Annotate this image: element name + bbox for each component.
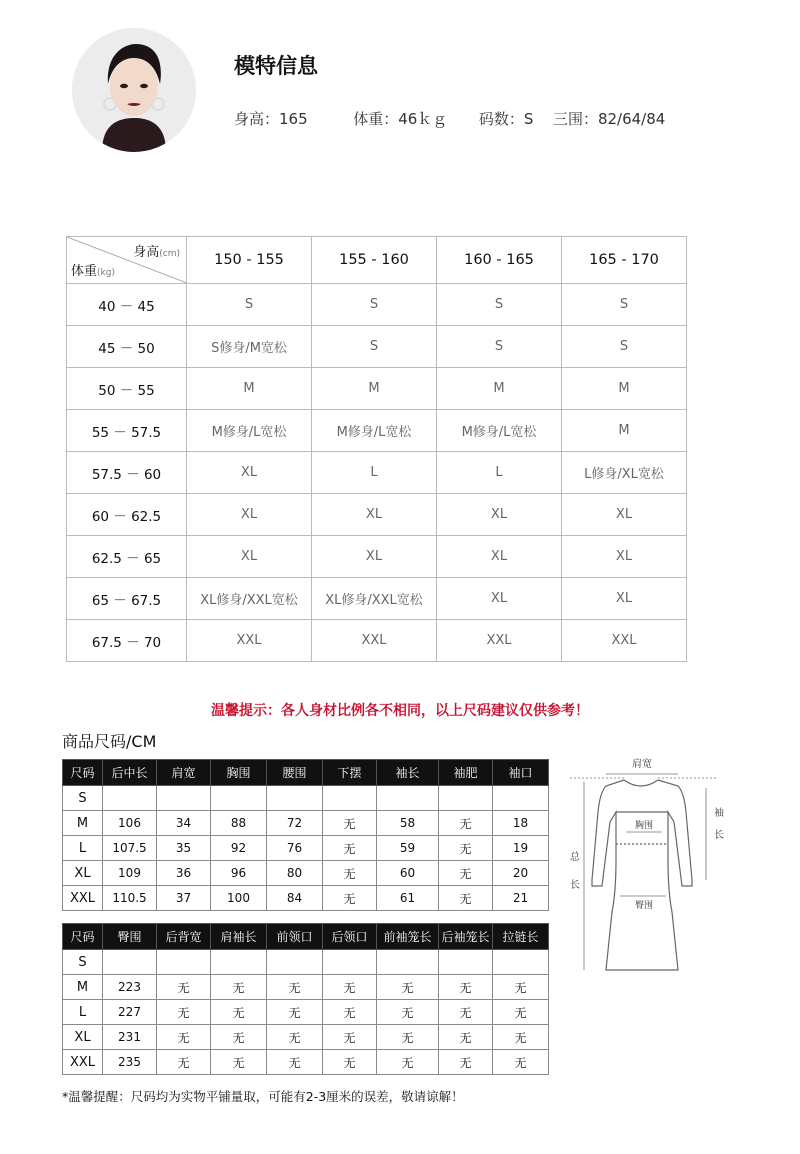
size-cell: L bbox=[312, 452, 437, 494]
weight-range: 50 － 55 bbox=[67, 368, 187, 410]
size-label: L bbox=[63, 836, 103, 861]
cell: 无 bbox=[377, 1000, 439, 1025]
cell: 无 bbox=[267, 1000, 323, 1025]
size-cell: XXL bbox=[562, 620, 687, 662]
table-header-row bbox=[63, 760, 549, 786]
height-range: 150 - 155 bbox=[187, 237, 312, 284]
cell: 227 bbox=[103, 1000, 157, 1025]
weight-range: 60 － 62.5 bbox=[67, 494, 187, 536]
cell: 34 bbox=[157, 811, 211, 836]
height-range: 165 - 170 bbox=[562, 237, 687, 284]
cell: 无 bbox=[493, 1000, 549, 1025]
size-cell: XL修身/XXL宽松 bbox=[312, 578, 437, 620]
cell: 92 bbox=[211, 836, 267, 861]
cell: 无 bbox=[323, 886, 377, 911]
model-weight: 体重：46ｋｇ bbox=[353, 110, 448, 128]
cell: 223 bbox=[103, 975, 157, 1000]
cell: 84 bbox=[267, 886, 323, 911]
model-stats bbox=[234, 108, 665, 129]
cell: 无 bbox=[439, 1050, 493, 1075]
cell: 72 bbox=[267, 811, 323, 836]
model-measurements: 三围：82/64/84 bbox=[552, 110, 666, 128]
cell: 88 bbox=[211, 811, 267, 836]
header-cell: 腰围 bbox=[267, 760, 323, 786]
cell: 无 bbox=[323, 1000, 377, 1025]
size-cell: M修身/L宽松 bbox=[437, 410, 562, 452]
weight-range: 65 － 67.5 bbox=[67, 578, 187, 620]
size-label: XXL bbox=[63, 1050, 103, 1075]
size-recommendation-table bbox=[66, 236, 687, 662]
cell: 无 bbox=[377, 975, 439, 1000]
size-cell: XL bbox=[437, 536, 562, 578]
cell: 37 bbox=[157, 886, 211, 911]
header-cell: 后袖笼长 bbox=[439, 924, 493, 950]
dress-outline bbox=[592, 780, 692, 970]
size-cell: M bbox=[562, 368, 687, 410]
cell: 20 bbox=[493, 861, 549, 886]
cell: 80 bbox=[267, 861, 323, 886]
cell: 无 bbox=[211, 1050, 267, 1075]
cell: 100 bbox=[211, 886, 267, 911]
cell: 19 bbox=[493, 836, 549, 861]
size-cell: XL bbox=[312, 536, 437, 578]
size-warning: 温馨提示：各人身材比例各不相同，以上尺码建议仅供参考！ bbox=[211, 703, 589, 719]
cell: 无 bbox=[157, 1025, 211, 1050]
size-cell: S修身/M宽松 bbox=[187, 326, 312, 368]
cell: 无 bbox=[323, 811, 377, 836]
cell: 无 bbox=[267, 1050, 323, 1075]
table-row bbox=[63, 861, 549, 886]
size-cell: L修身/XL宽松 bbox=[562, 452, 687, 494]
cell: 无 bbox=[157, 1000, 211, 1025]
size-label: L bbox=[63, 1000, 103, 1025]
sleeve-label-2: 长 bbox=[714, 830, 724, 841]
model-height: 身高：165 bbox=[234, 110, 308, 128]
size-cell: S bbox=[437, 284, 562, 326]
table-row bbox=[63, 811, 549, 836]
table-row bbox=[67, 578, 687, 620]
table-row bbox=[63, 786, 549, 811]
size-label: XXL bbox=[63, 886, 103, 911]
total-length-label-2: 长 bbox=[570, 880, 580, 891]
size-cell: S bbox=[312, 326, 437, 368]
cell: 无 bbox=[377, 1050, 439, 1075]
cell bbox=[493, 950, 549, 975]
cell: 无 bbox=[439, 1025, 493, 1050]
cell bbox=[377, 950, 439, 975]
product-size-title: 商品尺码/CM bbox=[62, 732, 157, 751]
size-cell: M修身/L宽松 bbox=[187, 410, 312, 452]
header-cell: 拉链长 bbox=[493, 924, 549, 950]
cell: 无 bbox=[323, 1025, 377, 1050]
cell bbox=[267, 786, 323, 811]
table-row bbox=[63, 1050, 549, 1075]
cell: 无 bbox=[493, 1050, 549, 1075]
table-row bbox=[63, 1025, 549, 1050]
size-cell: XXL bbox=[437, 620, 562, 662]
table-row bbox=[67, 410, 687, 452]
size-label: S bbox=[63, 786, 103, 811]
table-corner-cell bbox=[67, 237, 187, 284]
cell: 107.5 bbox=[103, 836, 157, 861]
cell bbox=[323, 786, 377, 811]
header-cell: 袖口 bbox=[493, 760, 549, 786]
corner-weight-label: 体重(kg) bbox=[71, 264, 115, 279]
cell bbox=[211, 786, 267, 811]
cell: 无 bbox=[157, 1050, 211, 1075]
cell bbox=[103, 950, 157, 975]
measurement-table-1 bbox=[62, 759, 549, 911]
header-cell: 袖长 bbox=[377, 760, 439, 786]
total-length-label-1: 总 bbox=[570, 852, 580, 863]
cell bbox=[493, 786, 549, 811]
cell bbox=[157, 786, 211, 811]
header-cell: 下摆 bbox=[323, 760, 377, 786]
cell: 无 bbox=[493, 1025, 549, 1050]
header-cell: 尺码 bbox=[63, 924, 103, 950]
size-cell: XXL bbox=[312, 620, 437, 662]
header-cell: 前领口 bbox=[267, 924, 323, 950]
size-cell: XL bbox=[562, 536, 687, 578]
size-cell: M bbox=[187, 368, 312, 410]
table-row bbox=[63, 975, 549, 1000]
cell bbox=[267, 950, 323, 975]
sleeve-label-1: 袖 bbox=[714, 808, 724, 819]
header-cell: 臀围 bbox=[103, 924, 157, 950]
size-label: S bbox=[63, 950, 103, 975]
cell: 无 bbox=[439, 811, 493, 836]
corner-height-label: 身高(cm) bbox=[133, 245, 180, 260]
size-cell: S bbox=[562, 326, 687, 368]
size-label: M bbox=[63, 975, 103, 1000]
cell bbox=[103, 786, 157, 811]
cell: 58 bbox=[377, 811, 439, 836]
cell: 无 bbox=[267, 1025, 323, 1050]
measurement-table-2 bbox=[62, 923, 549, 1075]
table-row bbox=[67, 284, 687, 326]
cell: 无 bbox=[267, 975, 323, 1000]
cell: 59 bbox=[377, 836, 439, 861]
cell: 无 bbox=[493, 975, 549, 1000]
size-cell: XL bbox=[437, 578, 562, 620]
size-cell: M bbox=[312, 368, 437, 410]
cell bbox=[323, 950, 377, 975]
cell: 60 bbox=[377, 861, 439, 886]
height-range: 155 - 160 bbox=[312, 237, 437, 284]
weight-range: 67.5 － 70 bbox=[67, 620, 187, 662]
cell: 231 bbox=[103, 1025, 157, 1050]
cell bbox=[439, 786, 493, 811]
cell: 无 bbox=[323, 1050, 377, 1075]
cell: 无 bbox=[439, 975, 493, 1000]
cell bbox=[157, 950, 211, 975]
size-cell: XL bbox=[187, 452, 312, 494]
hip-label: 臀围 bbox=[634, 901, 654, 911]
table-row bbox=[63, 1000, 549, 1025]
header-cell: 后背宽 bbox=[157, 924, 211, 950]
cell: 无 bbox=[439, 1000, 493, 1025]
chest-label: 胸围 bbox=[634, 821, 654, 831]
size-cell: M bbox=[562, 410, 687, 452]
size-cell: XL bbox=[437, 494, 562, 536]
model-avatar bbox=[72, 28, 196, 152]
cell: 无 bbox=[157, 975, 211, 1000]
size-cell: XXL bbox=[187, 620, 312, 662]
cell: 无 bbox=[377, 1025, 439, 1050]
size-cell: XL bbox=[187, 536, 312, 578]
size-cell: S bbox=[187, 284, 312, 326]
size-cell: M bbox=[437, 368, 562, 410]
table-header-row bbox=[67, 237, 687, 284]
cell: 96 bbox=[211, 861, 267, 886]
cell: 无 bbox=[323, 861, 377, 886]
header-cell: 尺码 bbox=[63, 760, 103, 786]
size-label: XL bbox=[63, 861, 103, 886]
size-cell: L bbox=[437, 452, 562, 494]
cell: 无 bbox=[439, 886, 493, 911]
cell: 235 bbox=[103, 1050, 157, 1075]
size-cell: XL修身/XXL宽松 bbox=[187, 578, 312, 620]
size-cell: XL bbox=[562, 494, 687, 536]
height-range: 160 - 165 bbox=[437, 237, 562, 284]
weight-range: 55 － 57.5 bbox=[67, 410, 187, 452]
table-row bbox=[67, 494, 687, 536]
cell: 106 bbox=[103, 811, 157, 836]
weight-range: 40 － 45 bbox=[67, 284, 187, 326]
shoulder-label: 肩宽 bbox=[632, 759, 652, 770]
cell: 无 bbox=[211, 1000, 267, 1025]
header-cell: 后中长 bbox=[103, 760, 157, 786]
size-cell: XL bbox=[312, 494, 437, 536]
cell: 35 bbox=[157, 836, 211, 861]
table-row bbox=[63, 886, 549, 911]
table-header-row bbox=[63, 924, 549, 950]
size-cell: XL bbox=[187, 494, 312, 536]
table-row bbox=[67, 452, 687, 494]
dress-measurement-diagram bbox=[566, 752, 746, 982]
size-cell: S bbox=[312, 284, 437, 326]
header-cell: 肩袖长 bbox=[211, 924, 267, 950]
header-cell: 肩宽 bbox=[157, 760, 211, 786]
weight-range: 45 － 50 bbox=[67, 326, 187, 368]
measure-lines bbox=[570, 774, 716, 970]
table-row bbox=[63, 950, 549, 975]
cell: 无 bbox=[211, 1025, 267, 1050]
size-cell: S bbox=[437, 326, 562, 368]
cell: 无 bbox=[323, 836, 377, 861]
header-cell: 后领口 bbox=[323, 924, 377, 950]
measurement-footnote: *温馨提醒：尺码均为实物平铺量取，可能有2-3厘米的误差，敬请谅解！ bbox=[62, 1089, 464, 1104]
cell: 36 bbox=[157, 861, 211, 886]
cell: 无 bbox=[439, 836, 493, 861]
size-label: M bbox=[63, 811, 103, 836]
header-cell: 袖肥 bbox=[439, 760, 493, 786]
header-cell: 前袖笼长 bbox=[377, 924, 439, 950]
cell: 110.5 bbox=[103, 886, 157, 911]
cell bbox=[439, 950, 493, 975]
size-cell: M修身/L宽松 bbox=[312, 410, 437, 452]
cell bbox=[377, 786, 439, 811]
cell: 61 bbox=[377, 886, 439, 911]
size-label: XL bbox=[63, 1025, 103, 1050]
model-info-title: 模特信息 bbox=[234, 54, 318, 78]
cell: 无 bbox=[211, 975, 267, 1000]
model-portrait-icon bbox=[72, 28, 196, 152]
size-cell: XL bbox=[562, 578, 687, 620]
cell: 18 bbox=[493, 811, 549, 836]
weight-range: 57.5 － 60 bbox=[67, 452, 187, 494]
table-row bbox=[67, 620, 687, 662]
cell: 109 bbox=[103, 861, 157, 886]
cell: 76 bbox=[267, 836, 323, 861]
cell bbox=[211, 950, 267, 975]
table-row bbox=[63, 836, 549, 861]
size-cell: S bbox=[562, 284, 687, 326]
cell: 无 bbox=[323, 975, 377, 1000]
cell: 21 bbox=[493, 886, 549, 911]
table-row bbox=[67, 536, 687, 578]
header-cell: 胸围 bbox=[211, 760, 267, 786]
weight-range: 62.5 － 65 bbox=[67, 536, 187, 578]
table-row bbox=[67, 368, 687, 410]
table-row bbox=[67, 326, 687, 368]
cell: 无 bbox=[439, 861, 493, 886]
model-size: 码数：S bbox=[478, 110, 534, 128]
